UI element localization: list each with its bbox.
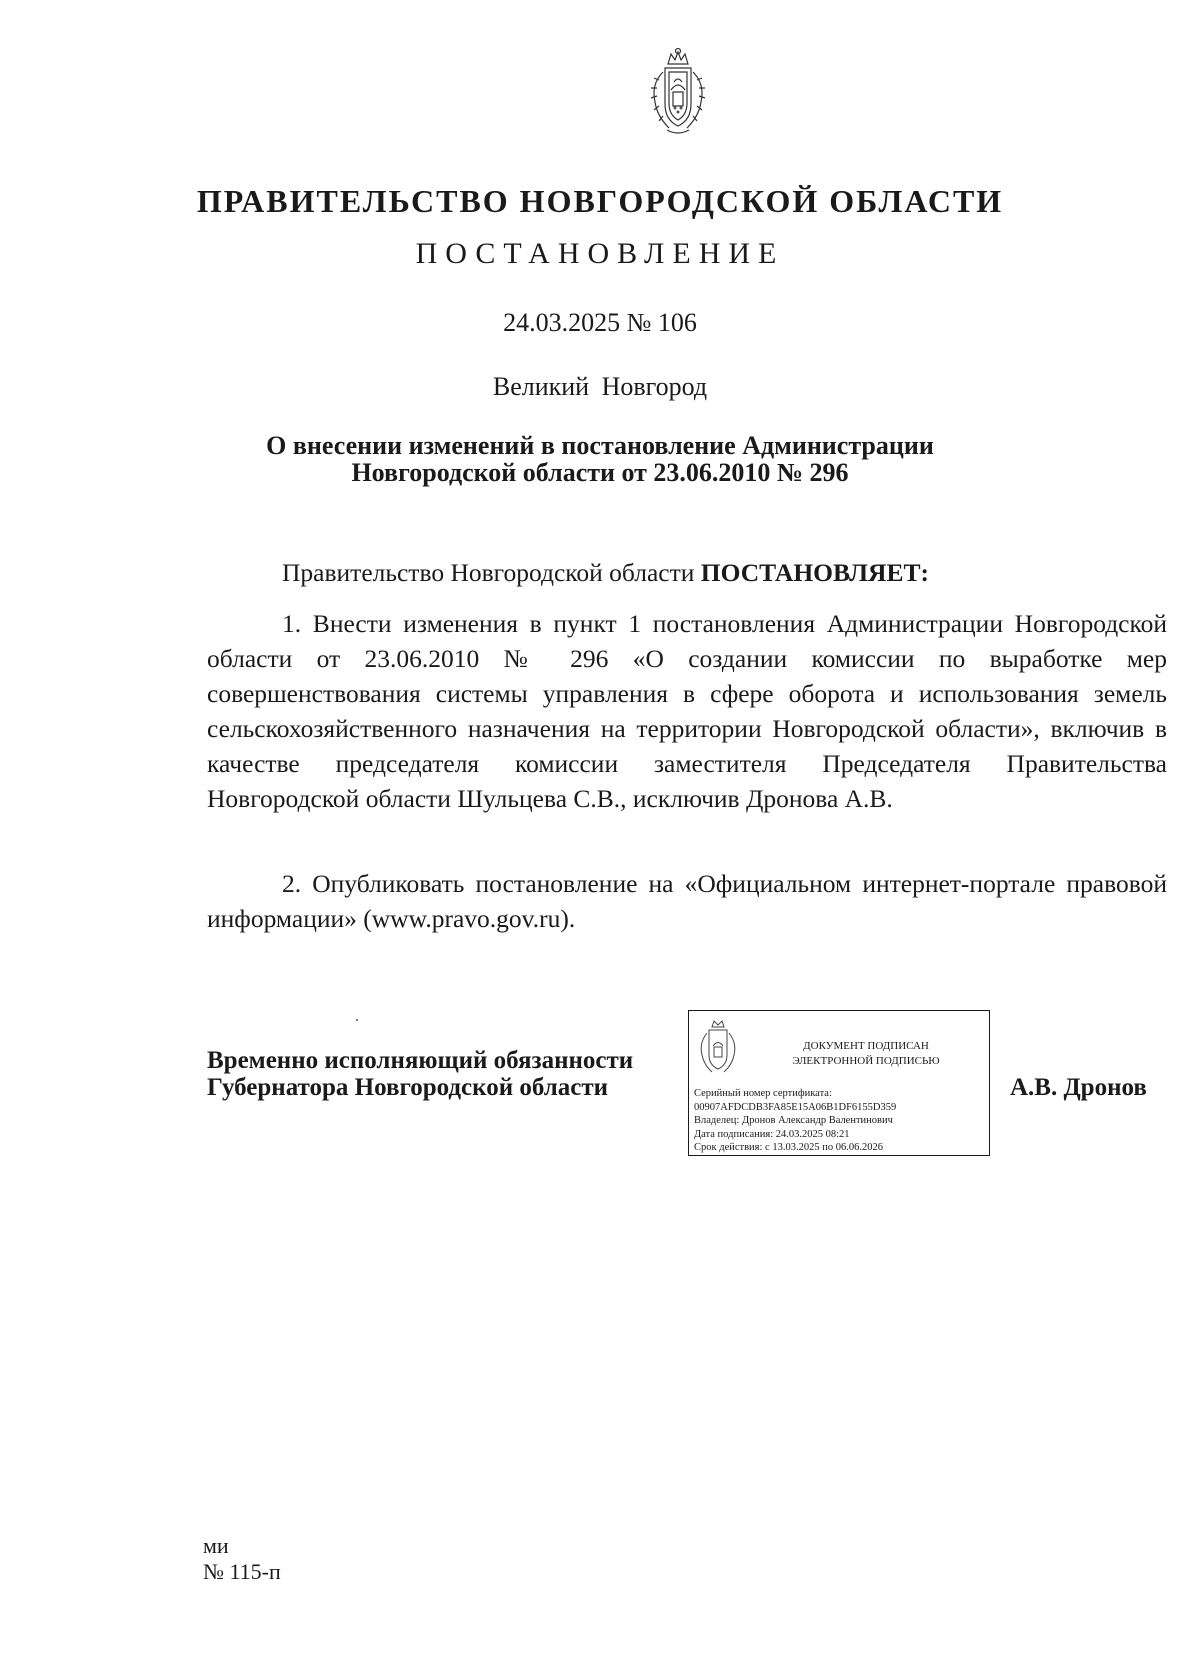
intro-bold: ПОСТАНОВЛЯЕТ: (700, 558, 929, 587)
stamp-header-line-1: ДОКУМЕНТ ПОДПИСАН (803, 1040, 929, 1052)
resolution-intro (282, 555, 1200, 590)
stamp-header-line-2: ЭЛЕКТРОННОЙ ПОДПИСЬЮ (792, 1055, 940, 1067)
signatory-role-line-1: Временно исполняющий обязанности (207, 1047, 634, 1074)
title-line-2: Новгородской области от 23.06.2010 № 296 (351, 458, 849, 487)
document-city: Великий Новгород (492, 372, 708, 401)
footer-number: № 115-п (203, 1559, 281, 1584)
resolution-item-2: 2. Опубликовать постановление на «Официальном интернет-портале правовой информации» (www.pravo.gov.ru). (207, 869, 1167, 933)
coat-of-arms-emblem (645, 46, 711, 138)
footer-initials: ми (203, 1533, 229, 1558)
stamp-header (747, 1039, 985, 1069)
stamp-validity: Срок действия: с 13.03.2025 по 06.06.2026 (694, 1142, 883, 1153)
title-line-1: О внесении изменений в постановление Администрации (266, 431, 934, 460)
document-type: ПОСТАНОВЛЕНИЕ (415, 237, 785, 270)
signatory-role (207, 1047, 633, 1101)
stamp-signed-date: Дата подписания: 24.03.2025 08:21 (694, 1128, 850, 1140)
resolution-item-1: 1. Внести изменения в пункт 1 постановления Администрации Новгородской области от 23.06.2010 № 296 «О создании комиссии по выработке мер совершенствования системы управления в сфере оборота и использования земель сельскохозяйственного назначения на территории Новгородской области», включив в качестве председателя комиссии заместителя Председателя Правительства Новгородской области Шульцева С.В., исключив Дронова А.В. (207, 609, 1167, 813)
scan-speck (356, 1019, 358, 1021)
stamp-emblem-icon (697, 1017, 739, 1077)
electronic-signature-stamp (688, 1010, 990, 1156)
signatory-role-line-2: Губернатора Новгородской области (207, 1074, 609, 1101)
stamp-owner: Владелец: Дронов Александр Валентинович (694, 1115, 893, 1126)
stamp-details (694, 1087, 896, 1155)
intro-text: Правительство Новгородской области (282, 558, 701, 587)
signatory-name: А.В. Дронов (1010, 1074, 1147, 1101)
document-title (0, 432, 1200, 486)
organization-heading: ПРАВИТЕЛЬСТВО НОВГОРОДСКОЙ ОБЛАСТИ (196, 183, 1004, 219)
stamp-serial-label: Серийный номер сертификата: (694, 1088, 832, 1099)
stamp-serial: 00907AFDCDB3FA85E15A06B1DF6155D359 (694, 1101, 897, 1113)
footer-registration (203, 1533, 281, 1585)
document-date-number: 24.03.2025 № 106 (503, 308, 697, 337)
